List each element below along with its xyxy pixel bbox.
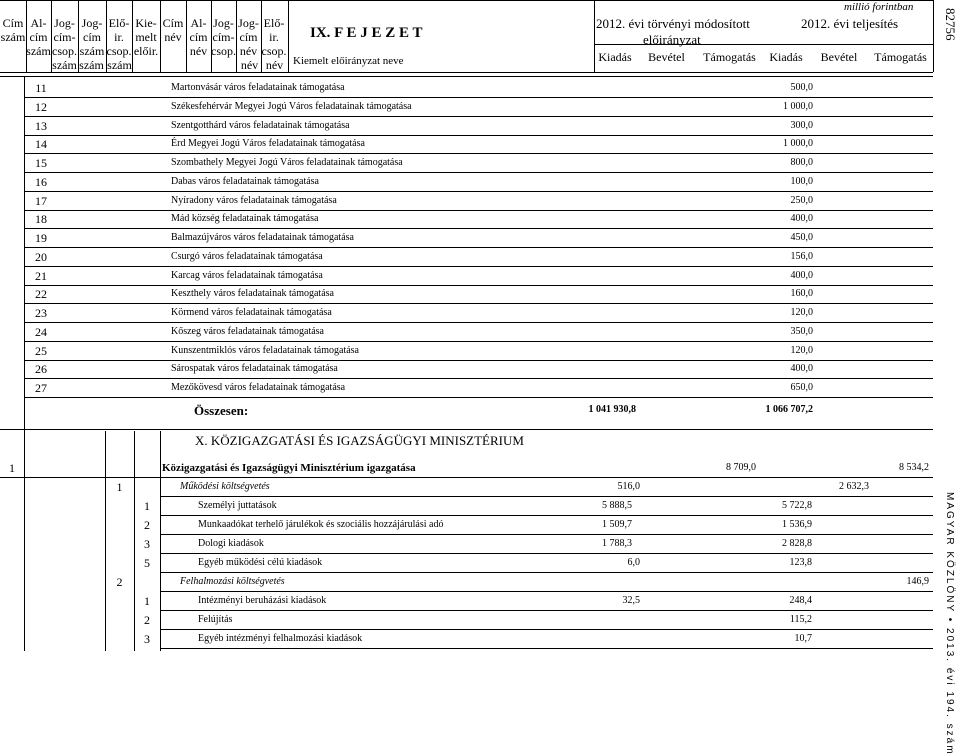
row-number: 13: [35, 118, 47, 133]
header-col-1: [26, 16, 51, 58]
row-value: 120,0: [790, 344, 813, 356]
modified-title-line1: 2012. évi törvényi módosított: [596, 16, 750, 31]
section-value-v-act-tam: 8 534,2: [899, 462, 929, 473]
sub-col-kiadás: Kiadás: [769, 50, 803, 64]
row-value: 156,0: [790, 250, 813, 262]
row-number: 21: [35, 268, 47, 283]
section-elo-number: 3: [144, 537, 150, 551]
header-col-extra: név: [240, 58, 259, 72]
header-col-line: név: [189, 44, 208, 58]
section-value-v-act-kiad: 5 722,8: [782, 500, 812, 511]
header-col-extra: szám: [79, 58, 104, 72]
header-col-line: csop.: [261, 44, 287, 58]
row-name: Martonvásár város feladatainak támogatása: [171, 82, 345, 93]
row-value: 100,0: [790, 175, 813, 187]
section-value-v-act-kiad: 10,7: [794, 633, 812, 644]
row-name: Szombathely Megyei Jogú Város feladatainak támogatása: [171, 157, 403, 168]
row-number: 12: [35, 99, 47, 114]
header-col-line: Jog-: [213, 16, 234, 30]
header-col-line: melt: [135, 30, 157, 44]
section-value-v-act-kiad: 115,2: [789, 614, 812, 625]
header-col-10: [261, 16, 287, 58]
header-col-extra: szám: [107, 58, 132, 72]
row-number: 19: [35, 231, 47, 245]
section-value-v-act-kiad: 2 828,8: [782, 538, 812, 549]
section-cim-number: 1: [9, 461, 15, 475]
row-value: 300,0: [790, 119, 813, 131]
row-number: 26: [35, 362, 47, 377]
sub-col-támogatás: Támogatás: [874, 50, 927, 64]
row-number: 14: [35, 137, 47, 152]
header-col-line: Cím: [162, 16, 184, 30]
row-number: 11: [35, 81, 47, 95]
row-number: 27: [35, 381, 47, 395]
row-name: Balmazújváros város feladatainak támogatása: [171, 232, 354, 243]
header-col-line: szám: [26, 44, 51, 58]
section-value-v-kiad: 1 509,7: [602, 519, 632, 530]
kiemelt-label: Kiemelt előirányzat neve: [293, 55, 404, 67]
header-col-4: [106, 16, 132, 58]
modified-title-line2: előirányzat: [643, 32, 701, 47]
row-number: 24: [35, 324, 47, 339]
row-value: 400,0: [790, 213, 813, 225]
header-col-line: ir.: [114, 30, 124, 44]
section-alcim-number: 2: [116, 575, 123, 589]
row-value: 450,0: [790, 232, 813, 243]
header-col-6: [160, 16, 186, 44]
row-name: Szentgotthárd város feladatainak támogatása: [171, 119, 350, 131]
section-value-v-kiad: 1 788,3: [602, 538, 632, 549]
sub-col-támogatás: Támogatás: [703, 50, 756, 64]
row-number: 20: [35, 249, 47, 264]
section-value-v-bev: 516,0: [617, 481, 640, 492]
header-col-line: cím: [239, 30, 258, 44]
header-col-line: Elő-: [108, 16, 130, 30]
header-col-9: [236, 16, 261, 58]
section-row-name: Működési költségvetés: [180, 481, 270, 492]
row-name: Nyíradony város feladatainak támogatása: [171, 194, 337, 206]
row-value: 500,0: [790, 82, 813, 93]
section-row-name: Munkaadókat terhelő járulékok és szociális hozzájárulási adó: [198, 519, 444, 530]
actual-title: 2012. évi teljesítés: [801, 16, 899, 31]
header-col-line: csop.: [106, 44, 132, 58]
header-col-8: [211, 16, 236, 58]
section-value-v-kiad: 5 888,5: [602, 500, 632, 511]
header-col-line: Jog-: [238, 16, 259, 30]
header-col-line: Al-: [30, 16, 47, 30]
header-col-line: szám: [79, 44, 105, 58]
section-row-name: Intézményi beruházási kiadások: [198, 595, 327, 606]
row-name: Keszthely város feladatainak támogatása: [171, 288, 334, 300]
row-name: Dabas város feladatainak támogatása: [171, 175, 319, 187]
row-name: Karcag város feladatainak támogatása: [171, 269, 323, 281]
section-elo-number: 3: [144, 632, 150, 646]
header-col-line: cím-: [212, 30, 235, 44]
section-elo-number: 1: [144, 594, 150, 608]
row-value: 250,0: [790, 194, 813, 206]
header-col-0: [0, 16, 26, 44]
row-name: Kőszeg város feladatainak támogatása: [171, 325, 324, 337]
header-col-line: név: [239, 44, 258, 58]
header-col-line: ir.: [269, 30, 279, 44]
section-row-name: Felújítás: [198, 614, 233, 625]
header-col-line: név: [164, 30, 182, 44]
header-col-line: cím: [83, 30, 101, 44]
row-value: 1 000,0: [783, 138, 813, 150]
section-title: X. KÖZIGAZGATÁSI ÉS IGAZSÁGÜGYI MINISZTÉRIUM: [195, 433, 524, 448]
row-number: 18: [35, 212, 47, 227]
row-name: Székesfehérvár Megyei Jogú Város feladatainak támogatása: [171, 100, 412, 112]
section-value-v-act-bev: 2 632,3: [839, 481, 869, 492]
header-col-3: [78, 16, 106, 58]
row-name: Mád község feladatainak támogatása: [171, 213, 319, 225]
row-number: 16: [35, 174, 47, 189]
sub-col-bevétel: Bevétel: [820, 50, 858, 64]
section-elo-number: 1: [144, 499, 150, 513]
header-col-line: csop.: [52, 44, 77, 58]
total-modified-expense: 1 041 930,8: [588, 404, 636, 415]
section-value-v-act-kiad: 1 536,9: [782, 519, 812, 530]
row-number: 23: [35, 306, 47, 320]
unit-label: millió forintban: [844, 1, 914, 13]
chapter-title: IX. F E J E Z E T: [310, 25, 423, 41]
row-number: 17: [35, 193, 47, 208]
header-col-line: Cím: [2, 16, 24, 30]
row-name: Körmend város feladatainak támogatása: [171, 307, 332, 318]
row-value: 120,0: [790, 307, 813, 318]
header-col-extra: szám: [52, 58, 77, 72]
row-value: 350,0: [790, 325, 813, 337]
side-journal-text: MAGYAR KÖZLÖNY • 2013. évi 194. szám: [944, 492, 955, 756]
header-col-7: [186, 16, 211, 58]
header-col-line: cím: [29, 30, 48, 44]
sub-col-bevétel: Bevétel: [648, 50, 685, 64]
section-row-name: Egyéb működési célú kiadások: [198, 557, 323, 568]
header-col-line: Jog-: [54, 16, 75, 30]
section-value-v-act-kiad: 248,4: [789, 595, 812, 606]
row-value: 400,0: [790, 269, 813, 281]
header-col-line: csop.: [211, 44, 236, 58]
row-value: 160,0: [790, 288, 813, 300]
row-number: 15: [35, 156, 47, 170]
header-col-line: cím-: [53, 30, 76, 44]
section-row-name: Személyi juttatások: [198, 500, 277, 511]
section-elo-number: 5: [144, 556, 150, 570]
header-col-line: Jog-: [81, 16, 103, 30]
row-name: Mezőkövesd város feladatainak támogatása: [171, 382, 346, 393]
total-actual-expense: 1 066 707,2: [765, 404, 813, 415]
header-col-line: cím: [189, 30, 208, 44]
row-name: Érd Megyei Jogú Város feladatainak támogatása: [171, 138, 365, 150]
row-name: Sárospatak város feladatainak támogatása: [171, 363, 338, 375]
section-value-v-bev: 32,5: [622, 595, 640, 606]
header-col-extra: név: [265, 58, 284, 72]
row-number: 25: [35, 343, 47, 358]
header-col-5: [132, 16, 160, 58]
section-value-v-bev: 6,0: [627, 557, 640, 568]
section-value-v-act-tam: 146,9: [906, 576, 929, 587]
section-row-name: Dologi kiadások: [198, 538, 264, 549]
header-col-line: Al-: [190, 16, 207, 30]
page-number: 82756: [943, 8, 958, 41]
section-row-name: Felhalmozási költségvetés: [180, 576, 285, 587]
row-name: Csurgó város feladatainak támogatása: [171, 250, 323, 262]
section-value-v-act-kiad: 123,8: [789, 557, 812, 568]
sub-col-kiadás: Kiadás: [598, 50, 632, 64]
section-elo-number: 2: [144, 613, 150, 627]
section-row-name: Egyéb intézményi felhalmozási kiadások: [198, 633, 363, 644]
row-value: 800,0: [790, 157, 813, 168]
header-col-line: Elő-: [263, 16, 285, 30]
section-elo-number: 2: [144, 518, 150, 532]
section-value-v-tam: 8 709,0: [726, 462, 756, 473]
row-value: 650,0: [790, 382, 813, 393]
row-name: Kunszentmiklós város feladatainak támogatása: [171, 344, 359, 356]
row-value: 400,0: [790, 363, 813, 375]
header-col-2: [51, 16, 78, 58]
total-label: Összesen:: [194, 403, 249, 418]
header-col-line: előir.: [133, 44, 159, 58]
header-col-line: szám: [0, 30, 26, 44]
section-alcim-number: 1: [116, 480, 123, 494]
header-col-line: Kie-: [135, 16, 157, 30]
row-value: 1 000,0: [783, 100, 813, 112]
section-row-name: Közigazgatási és Igazságügyi Minisztérium igazgatása: [162, 462, 416, 474]
row-number: 22: [35, 287, 47, 302]
